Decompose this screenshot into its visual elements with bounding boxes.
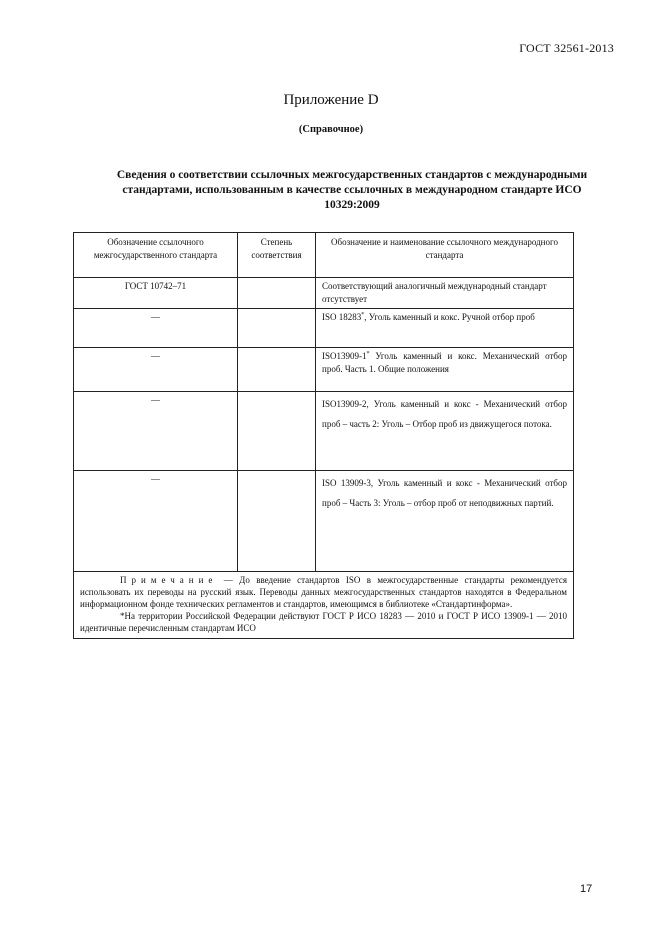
table-caption: Сведения о соответствии ссылочных межгосударственных стандартов с международными стандартами, использованным в качестве ссылочных в международном стандарте ИСО 10329:2009 [116,169,588,211]
footnote-mark: * [361,312,365,318]
note-paragraph [80,574,567,610]
appendix-title: Приложение D [283,92,379,108]
note-footnote: *На территории Российской Федерации действуют ГОСТ Р ИСО 18283 — 2010 и ГОСТ Р ИСО 13909-1 — 2010 идентичные перечисленным стандартам ИСО [80,611,567,633]
standards-table-wrapper [73,232,573,639]
header-interstate-standard: Обозначение ссылочного межгосударственного стандарта [74,233,238,278]
header-international-standard: Обозначение и наименование ссылочного международного стандарта [316,233,574,278]
intl-code: ISO13909-1 [322,351,367,361]
cell-standard: ГОСТ 10742–71 [74,278,238,309]
table-row [74,392,574,471]
note-label: Примечание [120,575,218,585]
cell-international [316,309,574,348]
intl-code: ISO 18283 [322,312,362,322]
page-number: 17 [580,883,593,895]
cell-standard: — [74,309,238,348]
table-note-row [74,572,574,639]
cell-international: Соответствующий аналогичный международный стандарт отсутствует [316,278,574,309]
footnote-mark: * [366,351,370,357]
standards-table [73,232,574,639]
table-note [74,572,574,639]
note-text: — До введение стандартов ISO в межгосударственные стандарты рекомендуется использовать их переводы на русский язык. Переводы данных межгосударственных стандартов находятся в Федеральном информационном фонде технических регламентов и стандартов, имеющимся в библиотеке «Стандартинформа». [80,575,567,609]
intl-title: Уголь каменный и кокс. Механический отбор проб. Часть 1. Общие положения [322,351,567,374]
cell-standard: — [74,392,238,471]
header-degree: Степень соответствия [238,233,316,278]
table-row [74,309,574,348]
cell-standard: — [74,348,238,392]
table-row [74,348,574,392]
table-row [74,471,574,572]
table-row [74,278,574,309]
cell-international: ISO13909-2, Уголь каменный и кокс - Механический отбор проб – часть 2: Уголь – Отбор проб из движущегося потока. [316,392,574,471]
intl-title: , Уголь каменный и кокс. Ручной отбор проб [364,312,535,322]
cell-standard: — [74,471,238,572]
document-code: ГОСТ 32561-2013 [519,41,614,55]
cell-degree [238,392,316,471]
cell-degree [238,471,316,572]
cell-degree [238,278,316,309]
cell-degree [238,348,316,392]
cell-degree [238,309,316,348]
cell-international: ISO 13909-3, Уголь каменный и кокс - Механический отбор проб – Часть 3: Уголь – отбор проб от неподвижных партий. [316,471,574,572]
appendix-note: (Справочное) [298,124,364,135]
cell-international [316,348,574,392]
table-header-row [74,233,574,278]
